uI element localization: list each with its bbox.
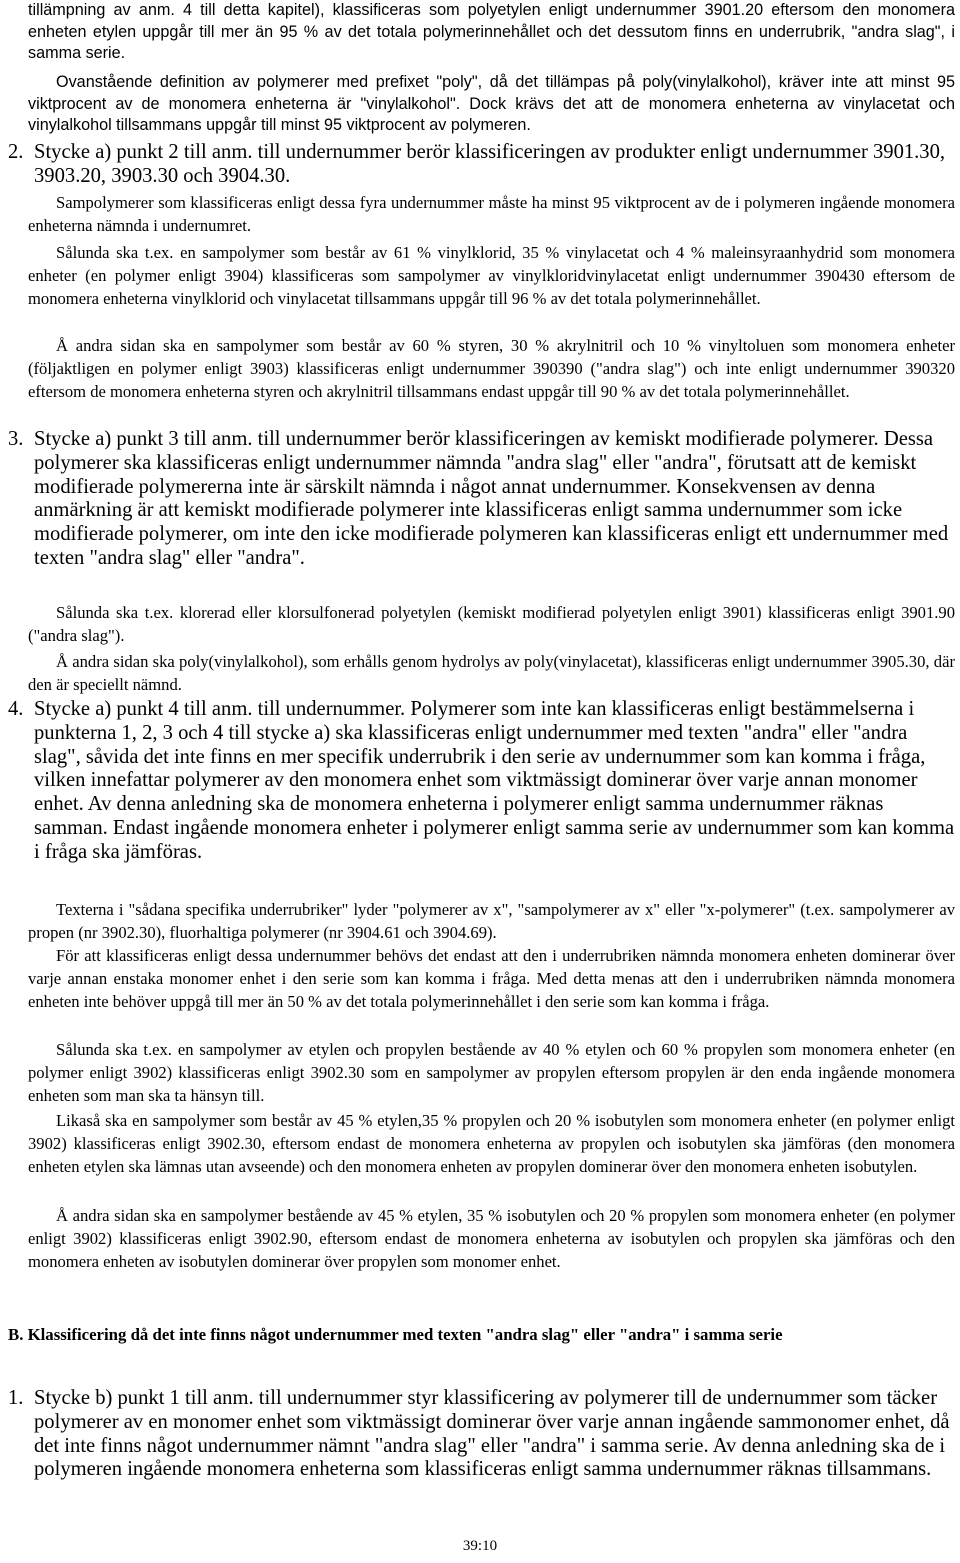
intro-paragraph-2: Ovanstående definition av polymerer med prefixet "poly", då det tillämpas på poly(vinylalkohol), kräver inte att minst 95 viktprocent av de monomera enheterna är "vinylalkohol". Dock krävs det att de monomera enheterna av vinylacetat och vinylalkohol tillsammans uppgår till minst 95 viktprocent av polymeren.: [28, 73, 955, 134]
item2-paragraph-1: Sampolymerer som klassificeras enligt dessa fyra undernummer måste ha minst 95 viktprocent av de i polymeren ingående monomera enheterna nämnda i undernumret.: [28, 193, 955, 236]
list-item-4: [8, 698, 955, 865]
item3-paragraph-1: Sålunda ska t.ex. klorerad eller klorsulfonerad polyetylen (kemiskt modifierad polyetylen enligt 3901) klassificeras enligt 3901.90 ("andra slag").: [28, 603, 955, 646]
item2-paragraph-3: Å andra sidan ska en sampolymer som består av 60 % styren, 30 % akrylnitril och 10 % vinyltoluen som monomera enheter (följaktligen en polymer enligt 3903) klassificeras enligt undernummer 390390 ("andra slag") och inte enligt undernummer 390320 eftersom de monomera enheterna styren och akrylnitril tillsammans endast uppgår till 90 % av det totala polymerinnehållet.: [28, 336, 955, 402]
list-item-3: [8, 428, 955, 571]
item-heading: Stycke b) punkt 1 till anm. till undernummer styr klassificering av polymerer till de undernummer som täcker polymerer av en monomer enhet som viktmässigt dominerar över varje annan ingående sammonomer enhet, då det inte finns något undernummer nämnt "andra slag" eller "andra" i samma serie. Av denna anledning ska de i polymeren ingående monomera enheterna som klassificeras enligt samma undernummer räknas tillsammans.: [34, 1387, 950, 1481]
item3-paragraph-2: Å andra sidan ska poly(vinylalkohol), som erhålls genom hydrolys av poly(vinylacetat), klassificeras enligt undernummer 3905.30, där den är speciellt nämnd.: [28, 652, 955, 695]
item4-paragraph-1: Texterna i "sådana specifika underrubriker" lyder "polymerer av x", "sampolymerer av x" eller "x-polymerer" (t.ex. sampolymerer av propen (nr 3902.30), fluorhaltiga polymerer (nr 3904.61 och 3904.69).: [28, 900, 955, 943]
item-number: 1.: [8, 1387, 24, 1409]
item-number: 2.: [8, 141, 24, 163]
item2-paragraph-2: Sålunda ska t.ex. en sampolymer som består av 61 % vinylklorid, 35 % vinylacetat och 4 % maleinsyraanhydrid som monomera enheter (en polymer enligt 3904) klassificeras som sampolymer av vinylkloridvinylacetat enligt undernummer 390430 eftersom de monomera enheterna vinylklorid och vinylacetat tillsammans uppgår till 96 % av det totala polymerinnehållet.: [28, 243, 955, 309]
intro-paragraph-1: tillämpning av anm. 4 till detta kapitel), klassificeras som polyetylen enligt undernummer 3901.20 eftersom den monomera enheten etylen uppgår till mer än 95 % av det totala polymerinnehållet och det dessutom finns en underrubrik, "andra slag", i samma serie.: [28, 1, 955, 62]
list-item-b1: [8, 1387, 955, 1482]
section-b-heading: B. Klassificering då det inte finns något undernummer med texten "andra slag" eller "andra" i samma serie: [8, 1325, 783, 1344]
item-number: 4.: [8, 698, 24, 720]
list-item-2: [8, 141, 955, 189]
item-heading: Stycke a) punkt 3 till anm. till undernummer berör klassificeringen av kemiskt modifierade polymerer. Dessa polymerer ska klassificeras enligt undernummer nämnda "andra slag" eller "andra", förutsatt att de kemiskt modifierade polymererna inte är särskilt nämnda i något annat undernummer. Konsekvensen av denna anmärkning är att kemiskt modifierade polymerer inte klassificeras enligt samma undernummer som icke modifierade polymerer, om inte den icke modifierade polymeren kan klassificeras enligt ett undernummer med texten "andra slag" eller "andra".: [34, 428, 949, 569]
item-heading: Stycke a) punkt 2 till anm. till undernummer berör klassificeringen av produkter enligt undernummer 3901.30, 3903.20, 3903.30 och 3904.30.: [34, 141, 946, 187]
item4-paragraph-2: För att klassificeras enligt dessa undernummer behövs det endast att den i underrubriken nämnda monomera enheten dominerar över varje annan enstaka monomer enhet i den serie som kan komma i fråga. Med detta menas att den i underrubriken nämnda monomera enheten inte behöver uppgå till mer än 50 % av det totala polymerinnehållet i den serie som kan komma i fråga.: [28, 946, 955, 1012]
item4-paragraph-5: Å andra sidan ska en sampolymer bestående av 45 % etylen, 35 % isobutylen och 20 % propylen som monomera enheter (en polymer enligt 3902) klassificeras enligt 3902.90, eftersom endast de monomera enheterna av isobutylen och propylen ska jämföras och den monomera enheten av isobutylen dominerar över propylen som monomer enhet.: [28, 1206, 955, 1272]
item-heading: Stycke a) punkt 4 till anm. till undernummer. Polymerer som inte kan klassificeras enligt bestämmelserna i punkterna 1, 2, 3 och 4 till stycke a) ska klassificeras enligt undernummer med texten "andra" eller "andra slag", såvida det inte finns en mer specifik underrubrik i den serie av undernummer som kan komma i fråga, vilken innefattar polymerer av den monomera enhet som viktmässigt dominerar över varje annan monomer enhet. Av denna anledning ska de monomera enheterna i polymerer enligt samma undernummer räknas samman. Endast ingående monomera enheter i polymerer enligt samma serie av undernummer som kan komma i fråga ska jämföras.: [34, 698, 955, 863]
item4-paragraph-3: Sålunda ska t.ex. en sampolymer av etylen och propylen bestående av 40 % etylen och 60 % propylen som monomera enheter (en polymer enligt 3902) klassificeras enligt 3902.30 som en sampolymer av propylen eftersom propylen är den enda ingående monomera enheten som man ska ta hänsyn till.: [28, 1040, 955, 1106]
page-number: 39:10: [462, 1538, 498, 1554]
item4-paragraph-4: Likaså ska en sampolymer som består av 45 % etylen,35 % propylen och 20 % isobutylen som monomera enheter (en polymer enligt 3902) klassificeras enligt 3902.30, eftersom endast de monomera enheterna av propylen och isobutylen ska jämföras (den monomera enheten etylen ska lämnas utan avseende) och den monomera enheten av propylen dominerar över den monomera enheten isobutylen.: [28, 1111, 955, 1177]
item-number: 3.: [8, 428, 24, 450]
